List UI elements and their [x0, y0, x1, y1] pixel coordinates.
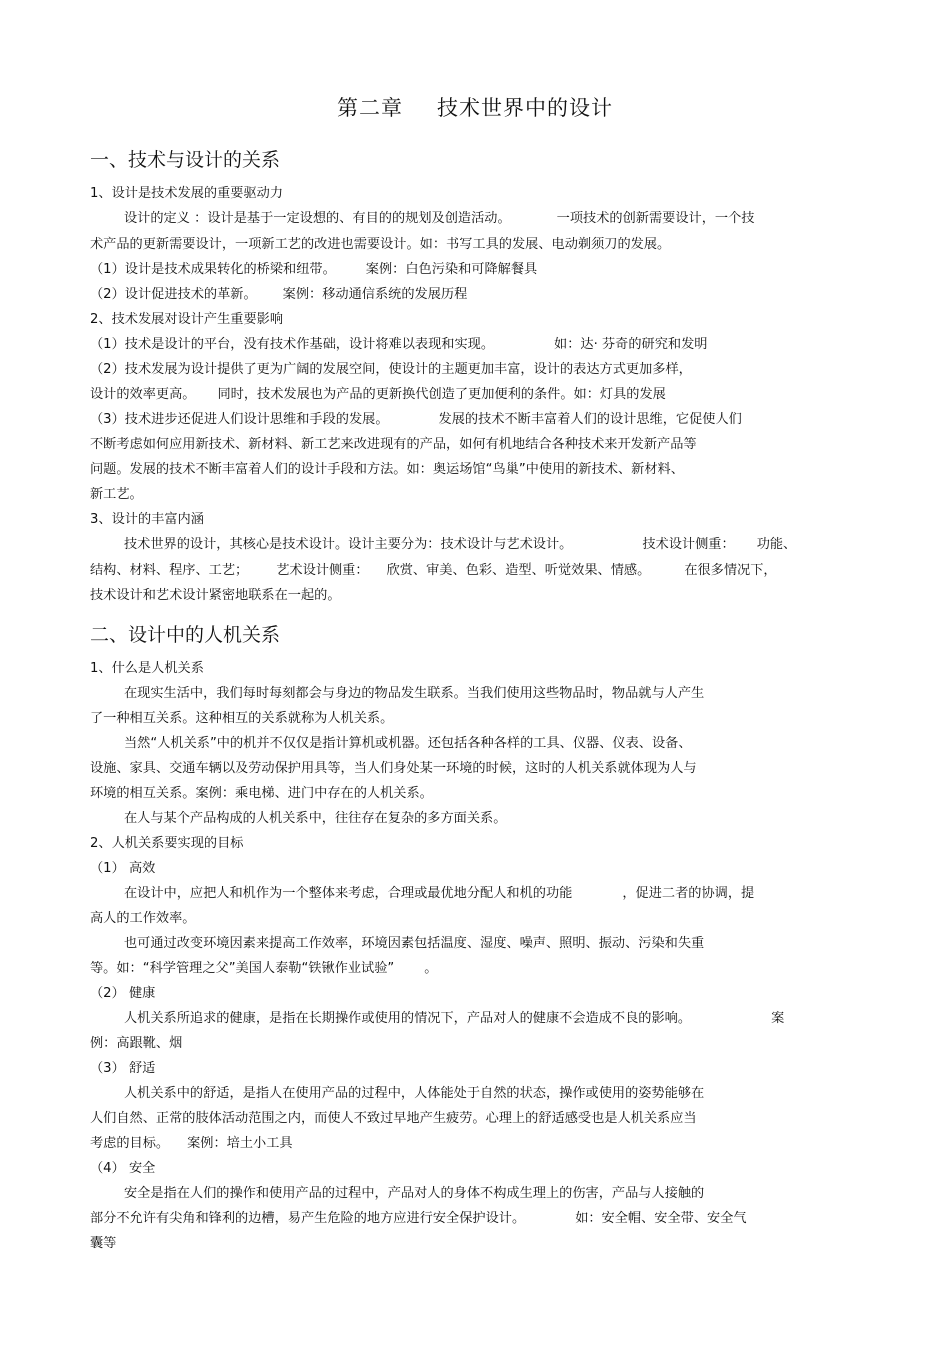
paragraph-line: 当然“人机关系”中的机并不仅仅是指计算机或机器。还包括各种各样的工具、仪器、仪表、设备、 — [124, 736, 692, 751]
paragraph-line: 在现实生活中，我们每时每刻都会与身边的物品发生联系。当我们使用这些物品时，物品就与人产生 — [124, 686, 705, 701]
paragraph-line: 例：高跟靴、烟 — [90, 1036, 183, 1051]
paragraph-line: 了一种相互关系。这种相互的关系就称为人机关系。 — [90, 711, 394, 726]
paragraph-line: 也可通过改变环境因素来提高工作效率，环境因素包括温度、湿度、噪声、照明、振动、污染和失重 — [124, 936, 705, 951]
paragraph-line: 问题。发展的技术不断丰富着人们的设计手段和方法。如：奥运场馆“鸟巢”中使用的新技术、新材料、 — [90, 462, 684, 477]
paragraph-line: 设计的定义 ：设计是基于一定设想的、有目的的规划及创造活动。 一项技术的创新需要设计，一个技 — [124, 211, 755, 226]
subheading: 1、什么是人机关系 — [90, 661, 204, 676]
paragraph-line: 设计的效率更高。 同时，技术发展也为产品的更新换代创造了更加便利的条件。如：灯具的发展 — [90, 387, 666, 402]
chapter-title — [0, 92, 950, 122]
paragraph-line: （1）技术是设计的平台，没有技术作基础，设计将难以表现和实现。 如：达· 芬奇的研究和发明 — [90, 337, 708, 352]
paragraph-line: 高人的工作效率。 — [90, 911, 196, 926]
paragraph-line: 在设计中，应把人和机作为一个整体来考虑，合理或最优地分配人和机的功能 ，促进二者的协调，提 — [124, 886, 755, 901]
paragraph-line: （2）技术发展为设计提供了更为广阔的发展空间，使设计的主题更加丰富，设计的表达方式更加多样， — [90, 362, 692, 377]
chapter-name: 技术世界中的设计 — [437, 96, 613, 120]
paragraph-line: 部分不允许有尖角和锋利的边槽，易产生危险的地方应进行安全保护设计。 如：安全帽、安全带、安全气 — [90, 1211, 747, 1226]
paragraph-line: 术产品的更新需要设计，一项新工艺的改进也需要设计。如：书写工具的发展、电动剃须刀的发展。 — [90, 237, 671, 252]
paragraph-line: 新工艺。 — [90, 487, 143, 502]
paragraph-line: 等。如：“科学管理之父”美国人泰勒“铁锹作业试验” 。 — [90, 961, 438, 976]
section-heading-2: 二、设计中的人机关系 — [90, 624, 281, 646]
paragraph-line: 安全是指在人们的操作和使用产品的过程中，产品对人的身体不构成生理上的伤害，产品与人接触的 — [124, 1186, 705, 1201]
paragraph-line: 技术设计和艺术设计紧密地联系在一起的。 — [90, 588, 341, 603]
list-item-heading: （1） 高效 — [90, 861, 156, 876]
paragraph-line: 考虑的目标。 案例：培土小工具 — [90, 1136, 293, 1151]
paragraph-line: 技术世界的设计，其核心是技术设计。设计主要分为：技术设计与艺术设计。 技术设计侧重： 功能、 — [124, 537, 797, 552]
paragraph-line: 人们自然、正常的肢体活动范围之内，而使人不致过早地产生疲劳。心理上的舒适感受也是人机关系应当 — [90, 1111, 697, 1126]
paragraph-line: （1）设计是技术成果转化的桥梁和纽带。 案例：白色污染和可降解餐具 — [90, 262, 538, 277]
paragraph-line: 囊等 — [90, 1236, 117, 1251]
paragraph-line: 在人与某个产品构成的人机关系中，往往存在复杂的多方面关系。 — [124, 811, 507, 826]
subheading: 2、技术发展对设计产生重要影响 — [90, 312, 284, 327]
subheading: 3、设计的丰富内涵 — [90, 512, 204, 527]
subheading: 2、人机关系要实现的目标 — [90, 836, 244, 851]
paragraph-line: 结构、材料、程序、工艺； 艺术设计侧重： 欣赏、审美、色彩、造型、听觉效果、情感。 在很多情况下， — [90, 563, 777, 578]
paragraph-line: 人机关系所追求的健康，是指在长期操作或使用的情况下，产品对人的健康不会造成不良的影响。 案 — [124, 1011, 785, 1026]
paragraph-line: 人机关系中的舒适，是指人在使用产品的过程中，人体能处于自然的状态，操作或使用的姿势能够在 — [124, 1086, 705, 1101]
subheading: 1、设计是技术发展的重要驱动力 — [90, 186, 284, 201]
paragraph-line: 设施、家具、交通车辆以及劳动保护用具等，当人们身处某一环境的时候，这时的人机关系就体现为人与 — [90, 761, 697, 776]
list-item-heading: （4） 安全 — [90, 1161, 156, 1176]
chapter-number: 第二章 — [337, 96, 403, 120]
list-item-heading: （2） 健康 — [90, 986, 156, 1001]
paragraph-line: （2）设计促进技术的革新。 案例：移动通信系统的发展历程 — [90, 287, 468, 302]
section-heading-1: 一、技术与设计的关系 — [90, 149, 281, 171]
list-item-heading: （3） 舒适 — [90, 1061, 156, 1076]
paragraph-line: 不断考虑如何应用新技术、新材料、新工艺来改进现有的产品，如何有机地结合各种技术来开发新产品等 — [90, 437, 697, 452]
paragraph-line: 环境的相互关系。案例：乘电梯、进门中存在的人机关系。 — [90, 786, 433, 801]
paragraph-line: （3）技术进步还促进人们设计思维和手段的发展。 发展的技术不断丰富着人们的设计思维，它促使人们 — [90, 412, 742, 427]
